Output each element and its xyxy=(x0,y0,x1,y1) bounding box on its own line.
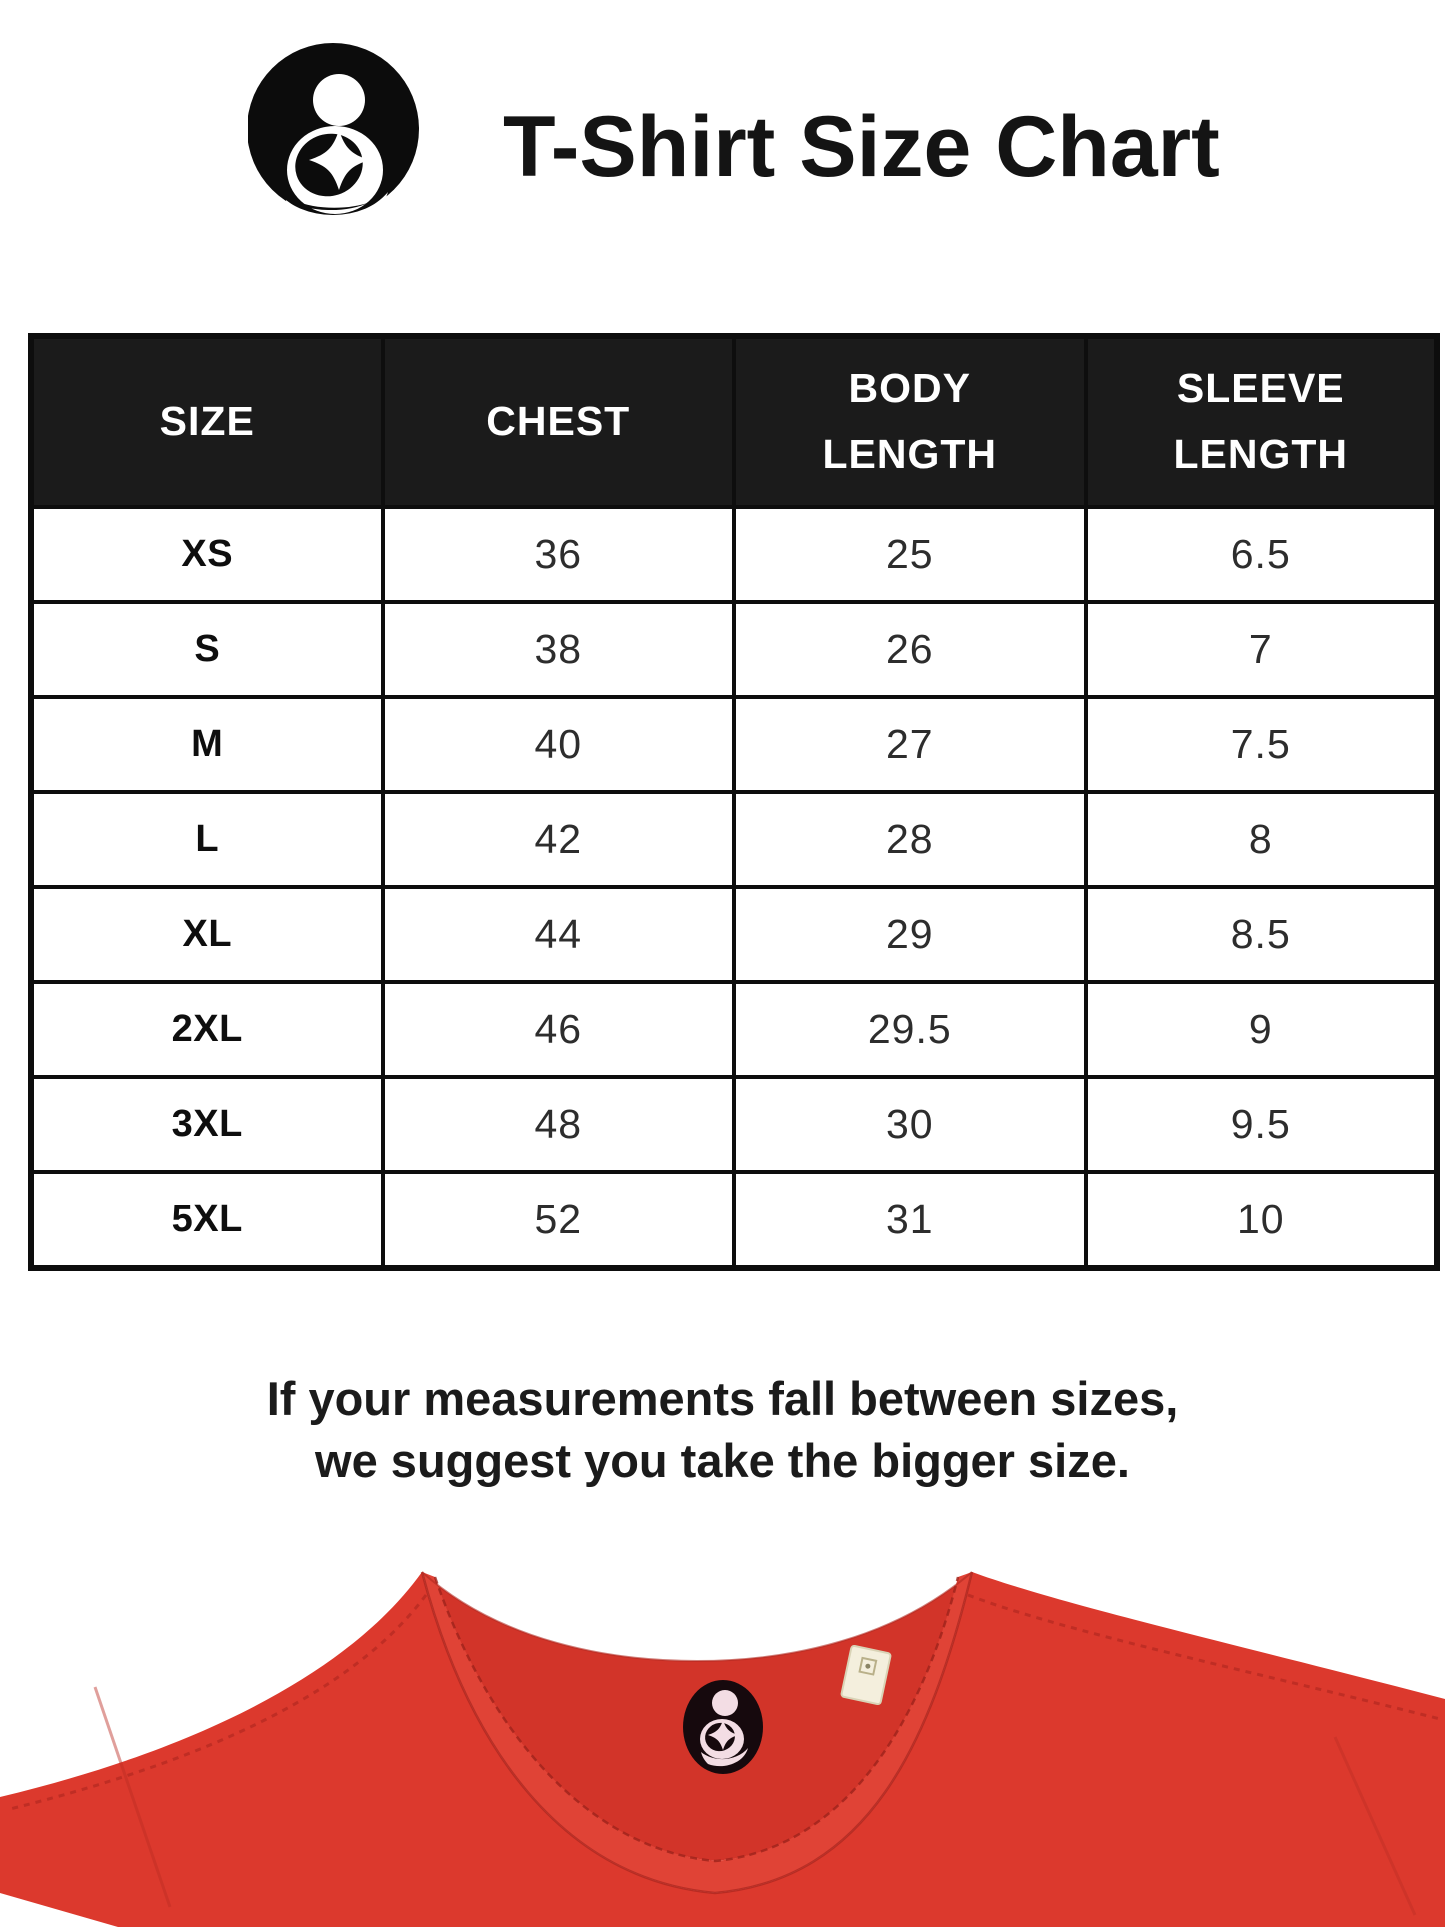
tshirt-collar-photo xyxy=(0,1547,1445,1927)
value-cell: 38 xyxy=(383,602,735,697)
column-header: CHEST xyxy=(383,336,735,507)
size-cell: 3XL xyxy=(31,1077,383,1172)
sizing-note-line2: we suggest you take the bigger size. xyxy=(315,1434,1130,1488)
value-cell: 25 xyxy=(734,507,1086,602)
value-cell: 48 xyxy=(383,1077,735,1172)
size-table-header xyxy=(31,336,1437,507)
size-cell: 2XL xyxy=(31,982,383,1077)
column-header: SLEEVE LENGTH xyxy=(1086,336,1438,507)
value-cell: 27 xyxy=(734,697,1086,792)
sizing-note xyxy=(0,1368,1445,1492)
value-cell: 9 xyxy=(1086,982,1438,1077)
value-cell: 52 xyxy=(383,1172,735,1268)
value-cell: 26 xyxy=(734,602,1086,697)
size-table-body xyxy=(31,507,1437,1268)
size-cell: 5XL xyxy=(31,1172,383,1268)
value-cell: 6.5 xyxy=(1086,507,1438,602)
table-row xyxy=(31,507,1437,602)
table-row xyxy=(31,602,1437,697)
table-row xyxy=(31,697,1437,792)
table-row xyxy=(31,1172,1437,1268)
value-cell: 7 xyxy=(1086,602,1438,697)
value-cell: 9.5 xyxy=(1086,1077,1438,1172)
value-cell: 8 xyxy=(1086,792,1438,887)
column-header: BODY LENGTH xyxy=(734,336,1086,507)
value-cell: 36 xyxy=(383,507,735,602)
value-cell: 29.5 xyxy=(734,982,1086,1077)
sizing-note-line1: If your measurements fall between sizes, xyxy=(266,1372,1179,1425)
table-row xyxy=(31,982,1437,1077)
value-cell: 44 xyxy=(383,887,735,982)
size-cell: XL xyxy=(31,887,383,982)
value-cell: 40 xyxy=(383,697,735,792)
value-cell: 29 xyxy=(734,887,1086,982)
value-cell: 31 xyxy=(734,1172,1086,1268)
page-title: T-Shirt Size Chart xyxy=(503,99,1220,195)
header-row xyxy=(31,336,1437,507)
value-cell: 28 xyxy=(734,792,1086,887)
mother-baby-icon xyxy=(248,42,423,217)
table-row xyxy=(31,1077,1437,1172)
value-cell: 10 xyxy=(1086,1172,1438,1268)
size-cell: XS xyxy=(31,507,383,602)
value-cell: 46 xyxy=(383,982,735,1077)
value-cell: 30 xyxy=(734,1077,1086,1172)
collar-label-mother-baby-icon xyxy=(683,1680,763,1774)
table-row xyxy=(31,792,1437,887)
column-header: SIZE xyxy=(31,336,383,507)
size-table xyxy=(28,333,1440,1271)
size-cell: L xyxy=(31,792,383,887)
size-cell: M xyxy=(31,697,383,792)
value-cell: 7.5 xyxy=(1086,697,1438,792)
value-cell: 42 xyxy=(383,792,735,887)
table-row xyxy=(31,887,1437,982)
value-cell: 8.5 xyxy=(1086,887,1438,982)
size-cell: S xyxy=(31,602,383,697)
